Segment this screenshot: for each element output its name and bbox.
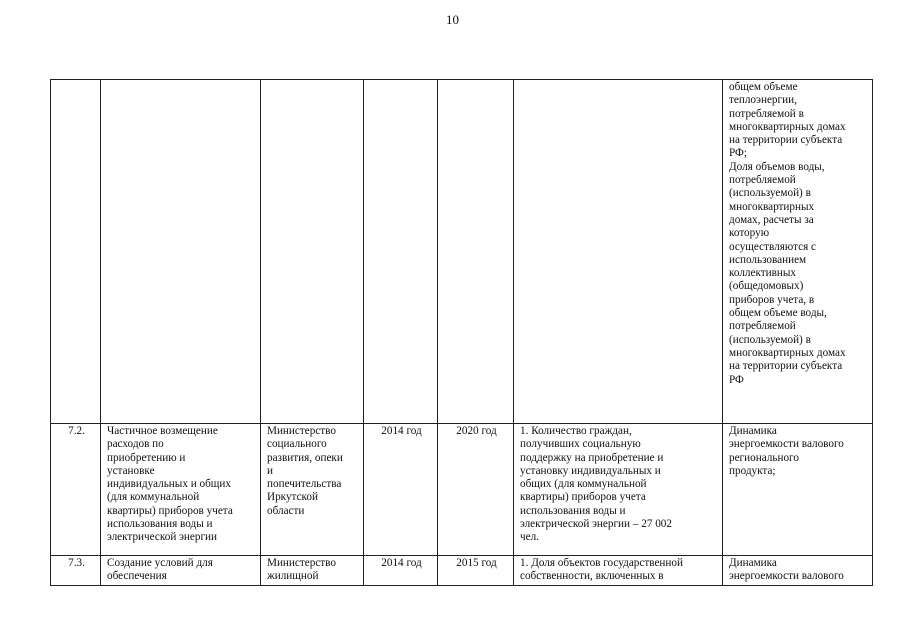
text-line: использованием [729,253,807,266]
cell-number: 7.2. [51,424,101,556]
text-line: (общедомовых) [729,280,804,293]
text-line: Министерство [267,425,336,437]
table-row [51,556,873,586]
text-line: потребляемой в [729,107,804,120]
text-line: жилищной [267,570,319,583]
text-line: поддержку на приобретение и [520,451,664,464]
text-line: установку индивидуальных и [520,464,661,477]
text-line: Частичное возмещение [107,425,218,437]
cell-measure-name [101,556,261,586]
page-number: 10 [446,12,459,27]
text-line: на территории субъекта [729,134,843,147]
text-line: которую [729,227,770,240]
text-line: использования воды и [520,504,626,517]
cell-result [514,80,723,424]
text-line: 1. Доля объектов государственной [520,557,683,569]
text-line: теплоэнергии, [729,94,797,107]
text-line: энергоемкости валового [729,570,844,583]
cell-start-year: 2014 год [364,424,438,556]
text-line: квартиры) приборов учета [520,491,646,504]
cell-indicator [723,556,873,586]
text-line: потребляемой [729,174,796,187]
cell-measure-name [101,80,261,424]
text-line: установке [107,464,155,477]
cell-end-year: 2015 год [438,556,514,586]
program-measures-table [50,79,873,586]
cell-indicator [723,424,873,556]
text-line: Доля объемов воды, [729,160,825,173]
text-line: РФ; [729,147,747,160]
text-line: и [267,464,273,477]
text-line: домах, расчеты за [729,213,814,226]
cell-end-year [438,80,514,424]
table-row [51,424,873,556]
cell-start-year: 2014 год [364,556,438,586]
text-line: Динамика [729,425,777,437]
text-line: использования воды и [107,518,213,531]
cell-executor [261,556,364,586]
text-line: Иркутской [267,491,318,504]
text-line: Министерство [267,557,336,569]
text-line: 1. Количество граждан, [520,425,632,437]
table-row [51,80,873,424]
text-line: РФ [729,373,744,386]
text-line: на территории субъекта [729,360,843,373]
text-line: (используемой) в [729,333,811,346]
text-line: многоквартирных домах [729,120,846,133]
text-line: расходов по [107,438,164,451]
text-line: общем объеме воды, [729,307,827,320]
text-line: Динамика [729,557,777,569]
text-line: электрической энергии – 27 002 [520,518,672,531]
cell-end-year: 2020 год [438,424,514,556]
cell-executor [261,80,364,424]
text-line: общих (для коммунальной [520,478,647,491]
text-line: продукта; [729,464,776,477]
cell-executor [261,424,364,556]
cell-number [51,80,101,424]
text-line: осуществляются с [729,240,816,253]
text-line: многоквартирных [729,200,815,213]
text-line: обеспечения [107,570,167,583]
text-line: чел. [520,531,539,544]
text-line: индивидуальных и общих [107,478,231,491]
cell-measure-name [101,424,261,556]
text-line: развития, опеки [267,451,343,464]
text-line: приборов учета, в [729,293,815,306]
text-line: энергоемкости валового [729,438,844,451]
text-line: общем объеме [729,81,798,93]
text-line: электрической энергии [107,531,218,544]
cell-number: 7.3. [51,556,101,586]
text-line: квартиры) приборов учета [107,504,233,517]
text-line: коллективных [729,267,796,280]
text-line: собственности, включенных в [520,570,664,583]
text-line: получивших социальную [520,438,641,451]
cell-indicator [723,80,873,424]
cell-result [514,556,723,586]
text-line: приобретению и [107,451,186,464]
text-line: (для коммунальной [107,491,200,504]
text-line: потребляемой [729,320,796,333]
text-line: (используемой) в [729,187,811,200]
text-line: многоквартирных домах [729,346,846,359]
text-line: Создание условий для [107,557,213,569]
text-line: области [267,504,305,517]
text-line: социального [267,438,327,451]
text-line: попечительства [267,478,342,491]
text-line: регионального [729,451,799,464]
cell-result [514,424,723,556]
cell-start-year [364,80,438,424]
